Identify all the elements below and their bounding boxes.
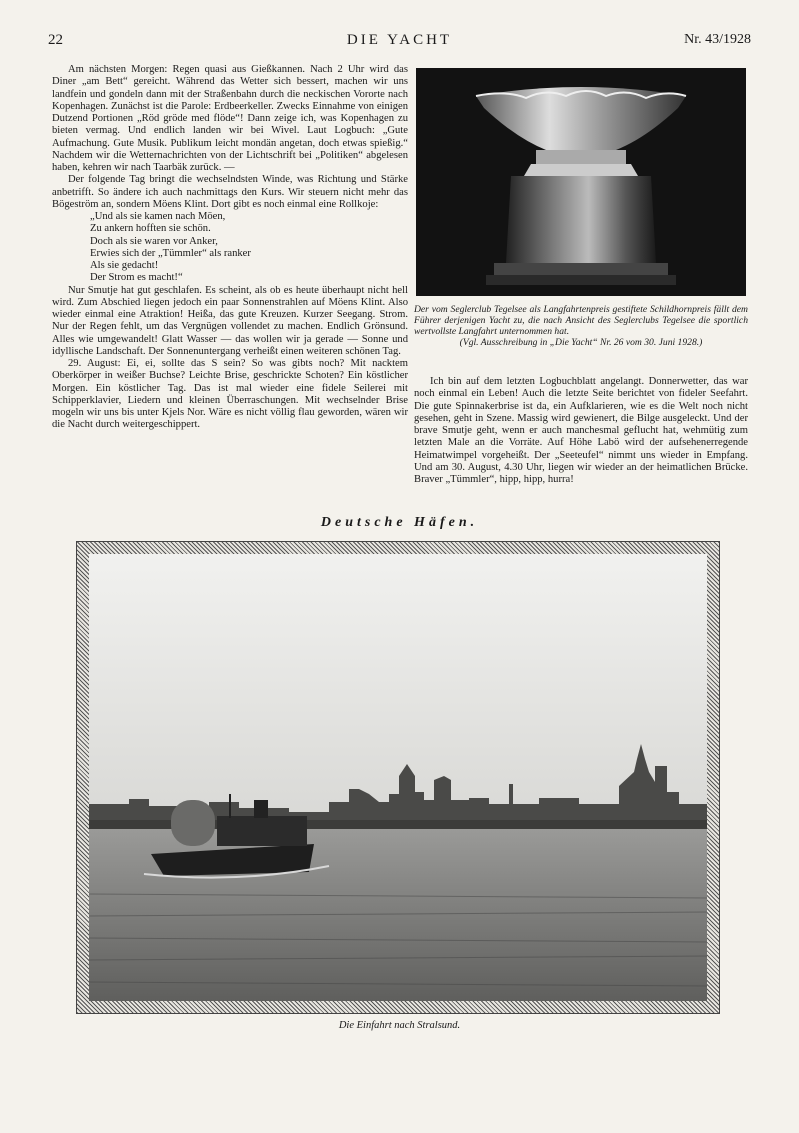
page-number: 22 — [48, 32, 63, 48]
caption-text: Der vom Seglerclub Tegelsee als Langfahrtenpreis gestiftete Schildhornpreis fällt dem Führer derjenigen Yacht zu, die nach Ansicht des Seglerclubs Tegelsee die sportlich wertvollste Langfahrt unternommen hat. — [414, 304, 748, 337]
trophy-photo — [416, 68, 746, 296]
harbor-caption: Die Einfahrt nach Stralsund. — [338, 1020, 461, 1031]
paragraph: Ich bin auf dem letzten Logbuchblatt angelangt. Donnerwetter, das war noch einmal ein Leben! Auch die letzte Seite berichtet von fideler Seefahrt. Die gute Spinnakerbrise ist da, ein Aufklarieren, wie es die Welt noch nicht gesehen, geht in Szene. Massig wird gewienert, die Bilge ausgeleckt. Und der brave Smutje geht, wenn er auch manchesmal geflucht hat, wehmütig zum letzten Male an die Vorräte. Auf Höhe Labö wird der aufsehenerregende Heimatwimpel vorgeheißt. Der „Seeteufel“ nimmt uns wieder in Empfang. Und am 30. August, 4.30 Uhr, liegen wir wieder an der heimatlichen Brücke. Braver „Tümmler“, hipp, hipp, hurra! — [414, 376, 748, 485]
poem-line: Doch als sie waren vor Anker, — [90, 235, 218, 247]
poem-line: Als sie gedacht! — [90, 260, 159, 271]
left-column — [52, 64, 408, 432]
issue-number: Nr. 43/1928 — [684, 32, 751, 47]
trophy-caption — [414, 304, 748, 348]
harbor-illustration — [89, 554, 707, 1001]
poem-line: Der Strom es macht!“ — [90, 272, 183, 284]
poem-line: Zu ankern hofften sie schön. — [90, 223, 211, 235]
page-header — [48, 32, 751, 54]
right-text — [414, 376, 748, 486]
paragraph: Der folgende Tag bringt die wechselndsten Winde, was Richtung und Stärke anbetrifft. So ändere ich auch nachmittags den Kurs. Wir steuern nicht mehr das Bögeström an, sondern Möens Klint. Dort gibt es noch einmal eine Rollkoje: — [52, 174, 408, 210]
poem — [90, 211, 408, 285]
paragraph: Nur Smutje hat gut geschlafen. Es scheint, als ob es heute überhaupt nicht hell wird. Zum Abschied liegen jedoch ein paar Sonnenstrahlen auf Möens Klint. Also wieder einmal eine Atraktion! Heißa, das gute Kreuzen. Kurzer Seegang. Strom. Nur der Regen fehlt, um das Vergnügen vollendet zu machen. Endlich Grönsund. Alles wie umgewandelt! Glatt Wasser — das wollen wir ja gerade — Sonne und idyllische Landschaft. Der Sonnenuntergang verheißt einen weiteren schönen Tag. — [52, 284, 408, 357]
right-column — [414, 68, 748, 486]
poem-line: „Und als sie kamen nach Möen, — [90, 211, 226, 222]
harbor-photo-frame — [76, 541, 720, 1014]
section-heading: Deutsche Häfen. — [320, 515, 479, 530]
poem-line: Erwies sich der „Tümmler“ als ranker — [90, 247, 251, 259]
running-title: DIE YACHT — [346, 32, 453, 48]
paragraph: 29. August: Ei, ei, sollte das S sein? So was gibts noch? Mit nacktem Oberkörper in weißer Buchse? Leichte Brise, geschrickte Schoten? Ein köstlicher Morgen. Ein köstlicher Tag. Das ist mal wieder eine fidele Seilerei mit Schipperklavier, Liedern und kleinen Überraschungen. Mit wechselnder Brise mogeln wir uns bis unter Kjels Nor. Wäre es nicht völlig flau geworden, wären wir die Nacht durch weitergeschippert. — [52, 358, 408, 431]
caption-reference: (Vgl. Ausschreibung in „Die Yacht“ Nr. 26 vom 30. Juni 1928.) — [459, 337, 703, 348]
paragraph: Am nächsten Morgen: Regen quasi aus Gießkannen. Nach 2 Uhr wird das Diner „am Bett“ gereicht. Während das Wetter sich bessert, machen wir uns landfein und gondeln dann mit der Straßenbahn durch die neckischen Vororte nach Kopenhagen. Zunächst ist die Parole: Erdbeerkeller. Zwecks Einnahme von einigen Dutzend Portionen „Röd gröde med flöde“! Dann zeige ich, was Kopenhagen zu bieten vermag. Und endlich landen wir bei Wivel. Laut Logbuch: „Gute Aufmachung. Gute Musik. Publikum leicht mondän angetan, doch etwas spießig.“ Nachdem wir die Wetternachrichten von der Lichtschrift bei „Politiken“ abgelesen haben, kehren wir nach Taarbäk zurück. — — [52, 64, 408, 173]
harbor-photo — [89, 554, 707, 1001]
trophy-illustration — [416, 68, 746, 296]
